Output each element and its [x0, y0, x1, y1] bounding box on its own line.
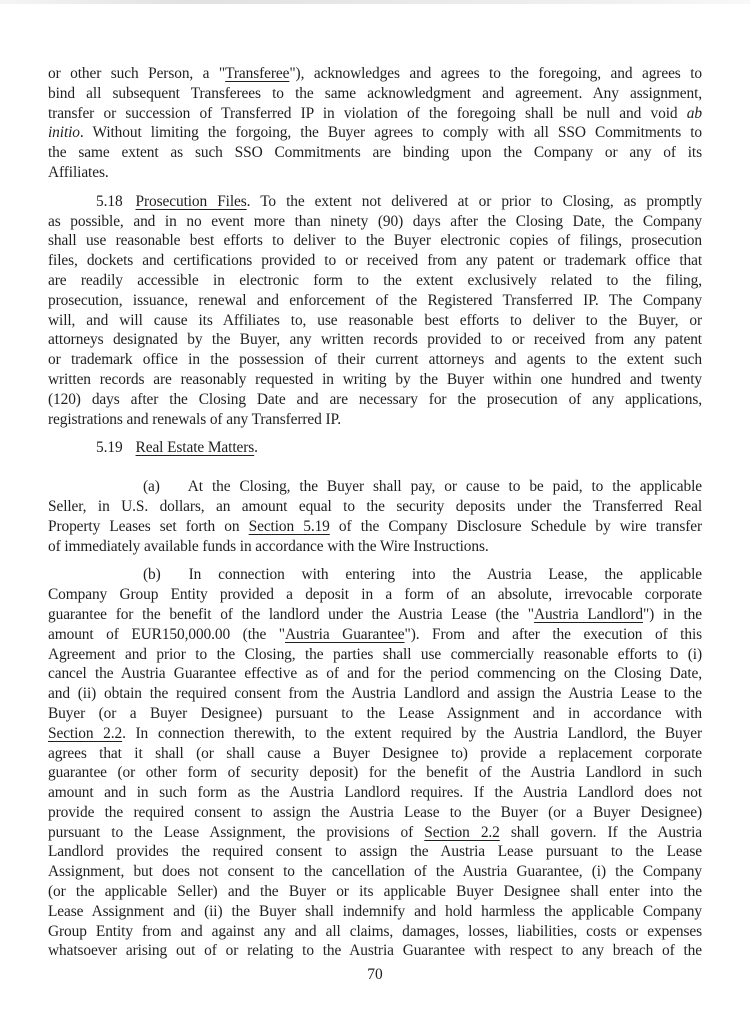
- para-5-19-b: [48, 565, 702, 961]
- text-segment: (120) days after the Closing Date and are necessary for the prosecution of any applications,: [48, 390, 702, 408]
- tab-space: [123, 451, 136, 452]
- text-line: [48, 625, 702, 645]
- text-line: [48, 517, 702, 537]
- para-5-19-a: [48, 477, 702, 556]
- text-line: [48, 231, 702, 251]
- text-line: [48, 438, 702, 458]
- text-segment: Landlord provides the required consent to assign the Austria Lease pursuant to the Lease: [48, 843, 702, 861]
- text-line: [48, 291, 702, 311]
- text-segment: written records are reasonably requested in writing by the Buyer within one hundred and twenty: [48, 370, 702, 388]
- text-segment: Section 5.19: [248, 517, 330, 535]
- text-segment: or trademark office in the possession of their current attorneys and agents to the extent such: [48, 351, 702, 369]
- text-segment: Section 2.2: [424, 823, 500, 841]
- text-segment: Transferee: [225, 65, 290, 82]
- text-line: [48, 251, 702, 271]
- text-segment: "). From and after the execution of this: [404, 625, 703, 643]
- text-line: [48, 311, 702, 331]
- text-line: [48, 585, 702, 605]
- text-segment: 5.18: [96, 192, 123, 210]
- text-segment: In connection with entering into the Austria Lease, the applicable: [188, 566, 702, 584]
- paragraph-indent: [48, 490, 143, 491]
- text-line: [48, 271, 702, 291]
- scan-artifact-top: [0, 0, 750, 4]
- document-text: [48, 64, 702, 961]
- text-line: [48, 192, 702, 212]
- section-indent: [48, 205, 96, 206]
- text-segment: 5.19: [96, 439, 123, 457]
- page-number: 70: [367, 966, 383, 983]
- text-segment: (a): [143, 478, 160, 496]
- text-line: [48, 350, 702, 370]
- text-segment: agrees that it shall (or shall cause a Buyer Designee to) provide a replacement corporate: [48, 744, 702, 762]
- text-line: [48, 565, 702, 585]
- text-line: [48, 84, 702, 104]
- text-line: [48, 143, 702, 163]
- text-segment: transfer or succession of Transferred IP in violation of the foregoing shall be null and void: [48, 104, 687, 122]
- text-segment: the same extent as such SSO Commitments are binding upon the Company or any of its: [48, 144, 702, 162]
- text-line: [48, 410, 702, 430]
- section-indent: [48, 451, 96, 452]
- text-segment: cancel the Austria Guarantee effective as of and for the period commencing on the Closing Date,: [48, 665, 702, 683]
- text-segment: . To the extent not delivered at or prior to Closing, as promptly: [246, 192, 703, 210]
- text-segment: attorneys designated by the Buyer, any written records provided to or received from any patent: [48, 331, 702, 349]
- text-segment: guarantee (or other form of security deposit) for the benefit of the Austria Landlord in such: [48, 764, 702, 782]
- text-segment: are readily accessible in electronic form to the extent exclusively related to the filing,: [48, 271, 702, 289]
- tab-space: [160, 490, 188, 491]
- text-segment: ") in the: [642, 605, 702, 623]
- text-segment: Buyer (or a Buyer Designee) pursuant to the Lease Assignment and in accordance with: [48, 704, 702, 722]
- tab-space: [123, 205, 136, 206]
- text-line: [48, 477, 702, 497]
- tab-space: [161, 578, 189, 579]
- text-segment: Affiliates.: [48, 163, 109, 181]
- text-line: [48, 645, 702, 665]
- text-segment: guarantee for the benefit of the landlord under the Austria Lease (the ": [48, 605, 534, 623]
- text-line: [48, 370, 702, 390]
- text-segment: bind all subsequent Transferees to the same acknowledgment and agreement. Any assignment,: [48, 84, 702, 102]
- text-segment: Prosecution Files: [135, 192, 247, 210]
- text-line: [48, 212, 702, 232]
- text-line: [48, 922, 702, 942]
- text-segment: Group Entity from and against any and all claims, damages, losses, liabilities, costs or expenses: [48, 922, 702, 940]
- text-line: [48, 803, 702, 823]
- text-segment: pursuant to the Lease Assignment, the provisions of: [48, 823, 425, 841]
- paragraph-indent: [48, 578, 143, 579]
- section-5-19-heading: [48, 438, 702, 458]
- text-segment: Company Group Entity provided a deposit in a form of an absolute, irrevocable corporate: [48, 586, 702, 604]
- text-line: [48, 684, 702, 704]
- text-segment: Real Estate Matters: [135, 439, 255, 457]
- text-segment: (or the applicable Seller) and the Buyer or its applicable Buyer Designee shall enter into the: [48, 883, 702, 901]
- text-segment: initio: [48, 124, 80, 142]
- text-segment: registrations and renewals of any Transferred IP.: [48, 410, 342, 428]
- text-segment: of immediately available funds in accordance with the Wire Instructions.: [48, 537, 489, 555]
- text-segment: . In connection therewith, to the extent required by the Austria Landlord, the Buyer: [122, 724, 702, 742]
- text-segment: Agreement and prior to the Closing, the parties shall use commercially reasonable efforts to (i): [48, 645, 702, 663]
- text-line: [48, 664, 702, 684]
- text-segment: shall govern. If the Austria: [499, 823, 702, 841]
- text-segment: Property Leases set forth on: [48, 517, 249, 535]
- text-segment: ab: [686, 104, 702, 122]
- text-segment: files, dockets and certifications provided to or received from any patent or trademark office that: [48, 252, 702, 270]
- text-segment: whatsoever arising out of or relating to the Austria Guarantee with respect to any breach of the: [48, 942, 702, 960]
- text-segment: provide the required consent to assign the Austria Lease to the Buyer (or a Buyer Designee): [48, 803, 702, 821]
- text-segment: amount and in such form as the Austria Landlord requires. If the Austria Landlord does not: [48, 784, 702, 802]
- text-line: [48, 941, 702, 961]
- text-line: [48, 763, 702, 783]
- text-segment: . Without limiting the forgoing, the Buyer agrees to comply with all SSO Commitments to: [79, 124, 702, 142]
- text-line: [48, 783, 702, 803]
- text-segment: of the Company Disclosure Schedule by wire transfer: [329, 517, 703, 535]
- text-segment: prosecution, issuance, renewal and enforcement of the Registered Transferred IP. The Company: [48, 291, 702, 309]
- text-segment: shall use reasonable best efforts to deliver to the Buyer electronic copies of filings, prosecution: [48, 232, 702, 250]
- text-line: [48, 842, 702, 862]
- text-line: [48, 704, 702, 724]
- text-line: [48, 902, 702, 922]
- text-segment: Lease Assignment and (ii) the Buyer shall indemnify and hold harmless the applicable Company: [48, 902, 702, 920]
- section-5-18-prosecution-files: [48, 192, 702, 430]
- text-line: [48, 882, 702, 902]
- text-line: [48, 64, 702, 84]
- text-line: [48, 123, 702, 143]
- text-segment: Seller, in U.S. dollars, an amount equal to the security deposits under the Transferred Real: [48, 497, 702, 515]
- text-segment: At the Closing, the Buyer shall pay, or cause to be paid, to the applicable: [187, 478, 702, 496]
- text-segment: Austria Guarantee: [284, 625, 405, 643]
- text-segment: Austria Landlord: [533, 605, 643, 623]
- text-segment: will, and will cause its Affiliates to, use reasonable best efforts to deliver to the Buyer, or: [48, 311, 702, 329]
- text-segment: (b): [143, 566, 161, 584]
- text-line: [48, 104, 702, 124]
- text-segment: Section 2.2: [48, 724, 123, 742]
- text-line: [48, 537, 702, 557]
- text-line: [48, 330, 702, 350]
- text-segment: or other such Person, a ": [48, 65, 226, 82]
- text-line: [48, 497, 702, 517]
- text-segment: as possible, and in no event more than ninety (90) days after the Closing Date, the Company: [48, 212, 702, 230]
- text-line: [48, 862, 702, 882]
- text-segment: Assignment, but does not consent to the cancellation of the Austria Guarantee, (i) the Company: [48, 863, 702, 881]
- text-segment: and (ii) obtain the required consent from the Austria Landlord and assign the Austria Lease to the: [48, 685, 702, 703]
- text-segment: .: [254, 439, 258, 457]
- text-line: [48, 744, 702, 764]
- text-segment: amount of EUR150,000.00 (the ": [48, 625, 285, 643]
- text-segment: "), acknowledges and agrees to the foregoing, and agrees to: [289, 65, 702, 82]
- text-line: [48, 390, 702, 410]
- text-line: [48, 605, 702, 625]
- text-line: [48, 163, 702, 183]
- para-transferee-continuation: [48, 64, 702, 183]
- text-line: [48, 724, 702, 744]
- text-line: [48, 823, 702, 843]
